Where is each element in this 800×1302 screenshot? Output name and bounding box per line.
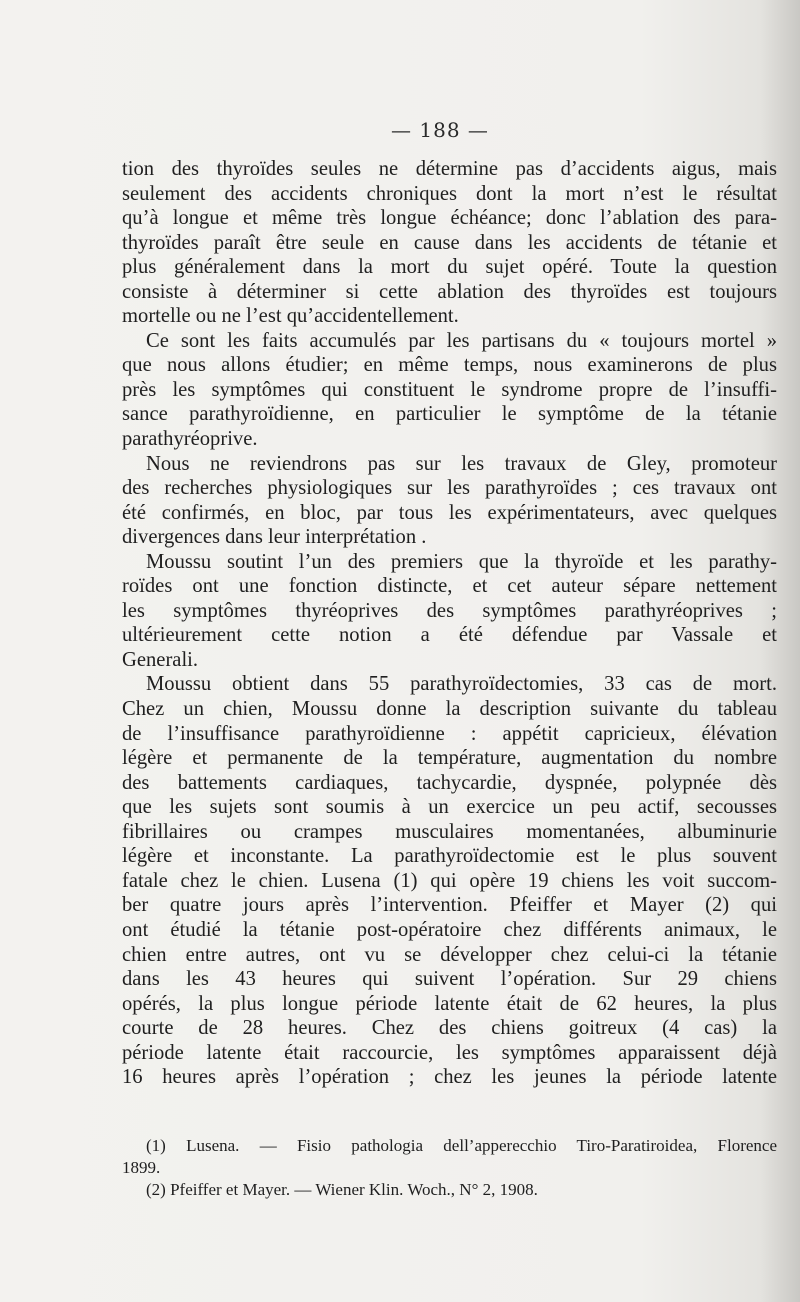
text-line: qu’à longue et même très longue échéance; donc l’ablation des para- xyxy=(122,207,777,230)
text-line: seulement des accidents chroniques dont la mort n’est le résultat xyxy=(122,182,777,205)
text-line: dans les 43 heures qui suivent l’opération. Sur 29 chiens xyxy=(122,968,777,991)
text-line: légère et permanente de la température, augmentation du nombre xyxy=(122,747,777,770)
text-line: 16 heures après l’opération ; chez les jeunes la période latente xyxy=(122,1066,777,1089)
text-line: mortelle ou ne l’est qu’accidentellement. xyxy=(122,305,459,328)
text-line: période latente était raccourcie, les symptômes apparaissent déjà xyxy=(122,1041,777,1064)
text-line: sance parathyroïdienne, en particulier le symptôme de la tétanie xyxy=(122,403,777,426)
text-line: parathyréoprive. xyxy=(122,428,258,451)
text-line: été confirmés, en bloc, par tous les expérimentateurs, avec quelques xyxy=(122,501,777,524)
paragraph-start-line: Moussu obtient dans 55 parathyroïdectomies, 33 cas de mort. xyxy=(146,673,777,696)
text-line: thyroïdes paraît être seule en cause dans les accidents de tétanie et xyxy=(122,231,777,254)
text-line: près les symptômes qui constituent le syndrome propre de l’insuffi- xyxy=(122,378,777,401)
footnote-2: (2) Pfeiffer et Mayer. — Wiener Klin. Woch., N° 2, 1908. xyxy=(146,1180,538,1199)
footnote-1-continuation: 1899. xyxy=(122,1158,161,1177)
text-line: fibrillaires ou crampes musculaires momentanées, albuminurie xyxy=(122,820,777,843)
text-line: Generali. xyxy=(122,648,199,671)
paragraph-start-line: Ce sont les faits accumulés par les partisans du « toujours mortel » xyxy=(146,329,777,352)
text-line: plus généralement dans la mort du sujet opéré. Toute la question xyxy=(122,256,777,279)
text-line: consiste à déterminer si cette ablation des thyroïdes est toujours xyxy=(122,280,777,303)
text-line: Chez un chien, Moussu donne la description suivante du tableau xyxy=(122,698,777,721)
page-number: — 188 — xyxy=(391,118,489,142)
text-line: divergences dans leur interprétation . xyxy=(122,526,427,549)
text-line: les symptômes thyréoprives des symptômes parathyréoprives ; xyxy=(122,599,777,622)
text-line: ultérieurement cette notion a été défendue par Vassale et xyxy=(122,624,777,647)
body-text xyxy=(122,157,777,1090)
text-line: ont étudié la tétanie post-opératoire chez différents animaux, le xyxy=(122,918,777,941)
text-line: courte de 28 heures. Chez des chiens goitreux (4 cas) la xyxy=(122,1017,777,1040)
text-line: légère et inconstante. La parathyroïdectomie est le plus souvent xyxy=(122,845,777,868)
paragraph-start-line: Nous ne reviendrons pas sur les travaux de Gley, promoteur xyxy=(146,452,777,475)
text-line: des recherches physiologiques sur les parathyroïdes ; ces travaux ont xyxy=(122,477,777,500)
text-line: des battements cardiaques, tachycardie, dyspnée, polypnée dès xyxy=(122,771,777,794)
text-line: fatale chez le chien. Lusena (1) qui opère 19 chiens les voit succom- xyxy=(122,869,777,892)
text-line: que les sujets sont soumis à un exercice un peu actif, secousses xyxy=(122,796,777,819)
footnotes xyxy=(122,1135,777,1201)
footnote-1: (1) Lusena. — Fisio pathologia dell’apperecchio Tiro-Paratiroidea, Florence xyxy=(146,1136,777,1155)
text-line: ber quatre jours après l’intervention. Pfeiffer et Mayer (2) qui xyxy=(122,894,777,917)
paragraph-start-line: Moussu soutint l’un des premiers que la thyroïde et les parathy- xyxy=(146,550,777,573)
text-line: chien entre autres, ont vu se développer chez celui-ci la tétanie xyxy=(122,943,777,966)
text-line: opérés, la plus longue période latente était de 62 heures, la plus xyxy=(122,992,777,1015)
text-line: tion des thyroïdes seules ne détermine pas d’accidents aigus, mais xyxy=(122,158,777,180)
text-line: de l’insuffisance parathyroïdienne : appétit capricieux, élévation xyxy=(122,722,777,745)
text-line: que nous allons étudier; en même temps, nous examinerons de plus xyxy=(122,354,777,377)
text-line: roïdes ont une fonction distincte, et cet auteur sépare nettement xyxy=(122,575,777,598)
